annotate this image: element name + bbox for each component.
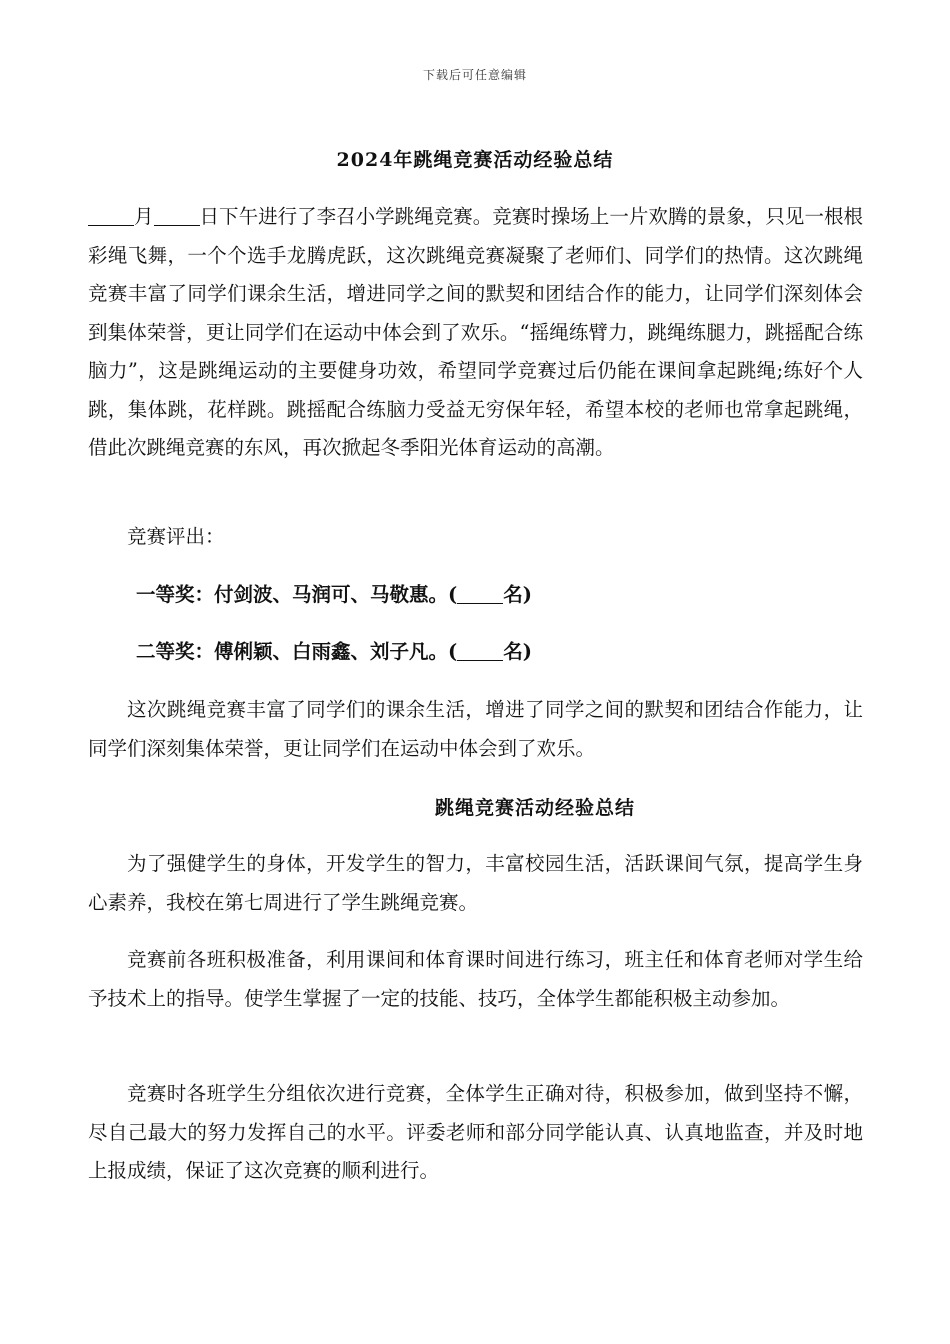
- section-title: 跳绳竞赛活动经验总结: [434, 797, 635, 819]
- award-first-suffix: 名): [503, 583, 532, 606]
- paragraph-process: 竞赛时各班学生分组依次进行竞赛，全体学生正确对待，积极参加，做到坚持不懈，尽自己最大的努力发挥自己的水平。评委老师和部分同学能认真、认真地监查，并及时地上报成绩，保证了这次竞赛的顺利进行。: [88, 1082, 863, 1182]
- award-second: [136, 636, 532, 664]
- blank-month: [88, 206, 134, 227]
- award-first: [136, 579, 532, 607]
- award-second-suffix: 名): [503, 640, 532, 663]
- paragraph-purpose: 为了强健学生的身体，开发学生的智力，丰富校园生活，活跃课间气氛，提高学生身心素养，我校在第七周进行了学生跳绳竞赛。: [88, 852, 863, 914]
- award-second-text: 二等奖：傅俐颖、白雨鑫、刘子凡。(: [136, 640, 458, 663]
- main-title: 2024年跳绳竞赛活动经验总结: [336, 149, 614, 171]
- paragraph-intro-text: 日下午进行了李召小学跳绳竞赛。竞赛时操场上一片欢腾的景象，只见一根根彩绳飞舞，一个个选手龙腾虎跃，这次跳绳竞赛凝聚了老师们、同学们的热情。这次跳绳竞赛丰富了同学们课余生活，增进同学之间的默契和团结合作的能力，让同学们深刻体会到集体荣誉，更让同学们在运动中体会到了欢乐。“摇绳练臂力，跳绳练腿力，跳摇配合练脑力”，这是跳绳运动的主要健身功效，希望同学竞赛过后仍能在课间拿起跳绳;练好个人跳，集体跳，花样跳。跳摇配合练脑力受益无穷保年轻，希望本校的老师也常拿起跳绳，借此次跳绳竞赛的东风，再次掀起冬季阳光体育运动的高潮。: [88, 205, 863, 459]
- header-note: 下载后可任意编辑: [422, 68, 527, 82]
- paragraph-intro: [88, 198, 863, 468]
- month-label: 月: [134, 205, 154, 228]
- award-first-text: 一等奖：付剑波、马润可、马敬惠。(: [136, 583, 458, 606]
- blank-award-second: [457, 641, 503, 662]
- results-label: 竞赛评出：: [127, 525, 225, 548]
- paragraph-summary: 这次跳绳竞赛丰富了同学们的课余生活，增进了同学之间的默契和团结合作能力，让同学们深刻集体荣誉，更让同学们在运动中体会到了欢乐。: [88, 698, 863, 760]
- paragraph-preparation: 竞赛前各班积极准备，利用课间和体育课时间进行练习，班主任和体育老师对学生给予技术上的指导。使学生掌握了一定的技能、技巧，全体学生都能积极主动参加。: [88, 948, 863, 1010]
- blank-day: [154, 206, 200, 227]
- blank-award-first: [457, 584, 503, 605]
